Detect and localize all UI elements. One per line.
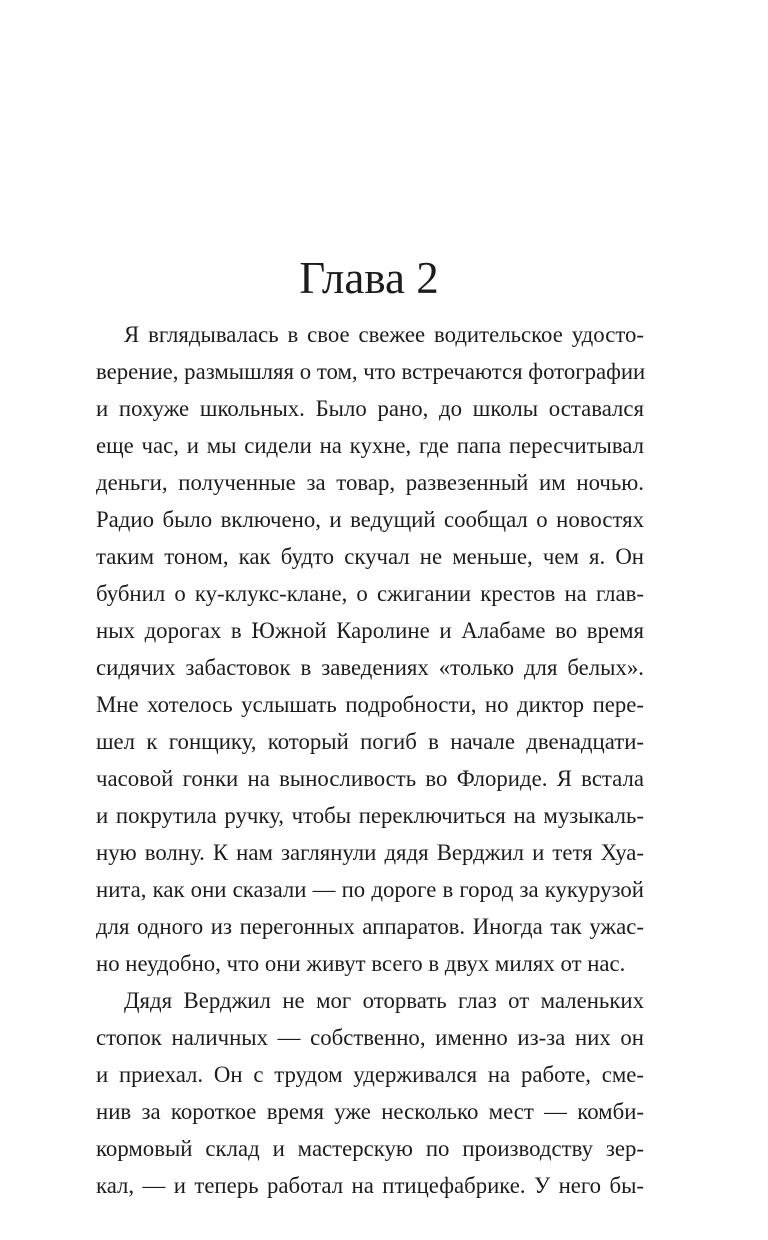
chapter-title: Глава 2 bbox=[299, 253, 439, 303]
chapter-body bbox=[96, 316, 644, 1204]
text-line: ную волну. К нам заглянули дядя Верджил и тетя Хуа- bbox=[96, 840, 644, 865]
text-line: еще час, и мы сидели на кухне, где папа пересчитывал bbox=[96, 433, 644, 458]
text-line: сидячих забастовок в заведениях «только для белых». bbox=[96, 655, 644, 680]
text-line: Дядя Верджил не мог оторвать глаз от маленьких bbox=[124, 988, 644, 1013]
text-line: Мне хотелось услышать подробности, но диктор пере- bbox=[96, 692, 644, 717]
text-line: ных дорогах в Южной Каролине и Алабаме во время bbox=[96, 618, 644, 643]
text-line: и покрутила ручку, чтобы переключиться на музыкаль- bbox=[96, 803, 644, 828]
text-line: верение, размышляя о том, что встречаются фотографии bbox=[96, 359, 646, 384]
paragraph-2 bbox=[96, 982, 644, 1204]
text-line: и похуже школьных. Было рано, до школы оставался bbox=[96, 396, 644, 421]
text-line: Радио было включено, и ведущий сообщал о новостях bbox=[96, 507, 644, 532]
text-line: часовой гонки на выносливость во Флориде. Я встала bbox=[96, 766, 644, 791]
text-line: бубнил о ку-клукс-клане, о сжигании крестов на глав- bbox=[96, 581, 644, 606]
text-line: но неудобно, что они живут всего в двух милях от нас. bbox=[96, 951, 626, 976]
text-line: для одного из перегонных аппаратов. Иногда так ужас- bbox=[96, 914, 644, 939]
text-line: нита, как они сказали — по дороге в город за кукурузой bbox=[96, 877, 644, 902]
text-line: таким тоном, как будто скучал не меньше, чем я. Он bbox=[96, 544, 644, 569]
text-line: кормовый склад и мастерскую по производству зер- bbox=[96, 1136, 644, 1161]
paragraph-1 bbox=[96, 316, 644, 982]
text-line: деньги, полученные за товар, развезенный им ночью. bbox=[96, 470, 644, 495]
text-line: нив за короткое время уже несколько мест — комби- bbox=[96, 1099, 644, 1124]
text-line: стопок наличных — собственно, именно из-за них он bbox=[96, 1025, 644, 1050]
text-line: шел к гонщику, который погиб в начале двенадцати- bbox=[96, 729, 644, 754]
text-line: Я вглядывалась в свое свежее водительское удосто- bbox=[124, 322, 644, 347]
text-line: кал, — и теперь работал на птицефабрике. У него бы- bbox=[96, 1173, 644, 1198]
text-line: и приехал. Он с трудом удерживался на работе, сме- bbox=[96, 1062, 644, 1087]
